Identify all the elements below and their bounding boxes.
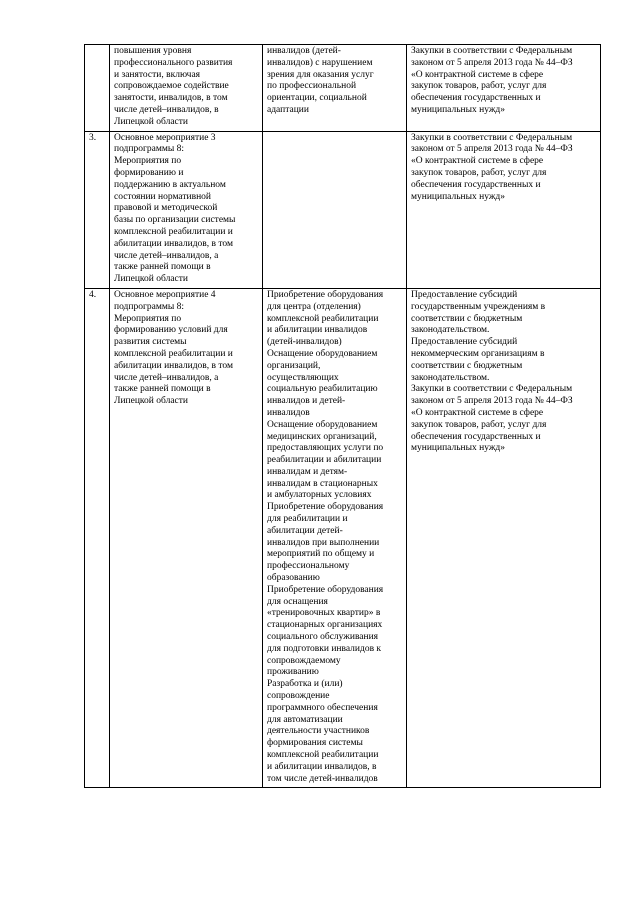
row-number (85, 45, 110, 132)
row-number: 3. (85, 131, 110, 288)
procurement-text: Закупки в соответствии с Федеральным законом от 5 апреля 2013 года № 44–ФЗ «О контрактной системе в сфере закупок товаров, работ, услуг для обеспечения государственных и муниципальных нужд» (411, 132, 573, 202)
measure-item: Приобретение оборудования для оснащения «тренировочных квартир» в стационарных организациях социального обслуживания для подготовки инвалидов к сопровождаемому проживанию (267, 584, 384, 678)
measure-item: Разработка и (или) сопровождение программного обеспечения для автоматизации деятельности участников формирования системы комплексной реабилитации и абилитации инвалидов, в том числе детей-инвалидов (267, 679, 379, 784)
procurement-text: Закупки в соответствии с Федеральным законом от 5 апреля 2013 года № 44–ФЗ «О контрактной системе в сфере закупок товаров, работ, услуг для обеспечения государственных и муниципальных нужд» (411, 384, 573, 454)
measure-items (263, 131, 407, 288)
table-row (85, 45, 601, 132)
measure-name: Основное мероприятие 4 подпрограммы 8: Мероприятия по формированию условий для развития системы комплексной реабилитации и абилитации инвалидов, в том числе детей–инвалидов, а также ранней помощи в Липецкой области (110, 288, 263, 787)
measure-item: Приобретение оборудования для реабилитации и абилитации детей- инвалидов при выполнении мероприятий по общему и профессиональному образованию (267, 502, 384, 584)
row-number: 4. (85, 288, 110, 787)
measure-item: инвалидов (детей- инвалидов) с нарушением зрения для оказания услуг по профессиональной ориентации, социальной адаптации (267, 46, 374, 115)
procurement-text: Предоставление субсидий государственным учреждениям в соответствии с бюджетным законодательством. (411, 289, 546, 336)
procurement-method (407, 131, 601, 288)
procurement-method (407, 288, 601, 787)
measures-table (84, 44, 601, 788)
procurement-text: Предоставление субсидий некоммерческим организациям в соответствии с бюджетным законодательством. (411, 337, 545, 383)
measure-items (263, 45, 407, 132)
table-row (85, 131, 601, 288)
measure-name: Основное мероприятие 3 подпрограммы 8: Мероприятия по формированию и поддержанию в актуальном состоянии нормативной правовой и методической базы по организации системы комплексной реабилитации и абилитации инвалидов, в том числе детей–инвалидов, а также ранней помощи в Липецкой области (110, 131, 263, 288)
measure-item: Оснащение оборудованием организаций, осуществляющих социальную реабилитацию инвалидов и детей- инвалидов (267, 348, 378, 418)
procurement-text: Закупки в соответствии с Федеральным законом от 5 апреля 2013 года № 44–ФЗ «О контрактной системе в сфере закупок товаров, работ, услуг для обеспечения государственных и муниципальных нужд» (411, 46, 573, 115)
measure-items (263, 288, 407, 787)
measure-item: Приобретение оборудования для центра (отделения) комплексной реабилитации и абилитации инвалидов (детей-инвалидов) (267, 289, 384, 348)
measure-name: повышения уровня профессионального развития и занятости, включая сопровождаемое содействие занятости, инвалидов, в том числе детей–инвалидов, в Липецкой области (110, 45, 263, 132)
measure-item: Оснащение оборудованием медицинских организаций, предоставляющих услуги по реабилитации и абилитации инвалидам и детям- инвалидам в стационарных и амбулаторных условиях (267, 419, 384, 501)
table-row (85, 288, 601, 787)
procurement-method (407, 45, 601, 132)
